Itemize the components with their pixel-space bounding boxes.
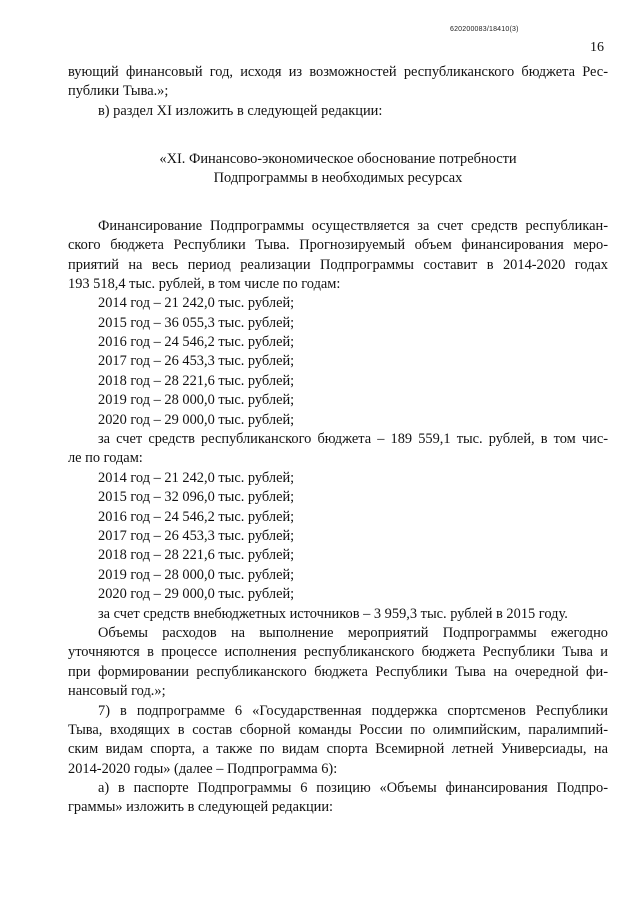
text-line: за счет средств республиканского бюджета – 189 559,1 тыс. рублей, в том чис-: [98, 431, 608, 448]
text-line: за счет средств внебюджетных источников – 3 959,3 тыс. рублей в 2015 году.: [98, 605, 568, 622]
text-line: а) в паспорте Подпрограммы 6 позицию «Объемы финансирования Подпро-: [98, 780, 608, 797]
text-line: ским видам спорта, а также по видам спорта Всемирной летней Универсиады, на: [68, 741, 608, 758]
text-line: ле по годам:: [68, 450, 143, 467]
text-line: ского бюджета Республики Тыва. Прогнозируемый объем финансирования меро-: [68, 237, 608, 254]
text-line: 193 518,4 тыс. рублей, в том числе по годам:: [68, 275, 341, 292]
document-code: 620200083/18410(3): [450, 26, 519, 33]
text-line: 2014-2020 годы» (далее – Подпрограмма 6):: [68, 760, 338, 777]
year-line: 2020 год – 29 000,0 тыс. рублей;: [98, 411, 295, 428]
text-line: Тыва, входящих в состав сборной команды России по олимпийским, паралимпий-: [68, 721, 608, 738]
year-line: 2019 год – 28 000,0 тыс. рублей;: [98, 392, 295, 409]
year-line: 2014 год – 21 242,0 тыс. рублей;: [98, 469, 295, 486]
year-line: 2018 год – 28 221,6 тыс. рублей;: [98, 547, 295, 564]
text-line: вующий финансовый год, исходя из возможностей республиканского бюджета Рес-: [68, 64, 608, 80]
text-line: нансовый год.»;: [68, 683, 166, 700]
text-line: Объемы расходов на выполнение мероприятий Подпрограммы ежегодно: [98, 624, 608, 641]
text-line: публики Тыва.»;: [68, 83, 169, 100]
year-line: 2017 год – 26 453,3 тыс. рублей;: [98, 353, 295, 370]
year-line: 2020 год – 29 000,0 тыс. рублей;: [98, 586, 295, 603]
year-line: 2018 год – 28 221,6 тыс. рублей;: [98, 372, 295, 389]
text-line: Финансирование Подпрограммы осуществляется за счет средств республикан-: [98, 217, 608, 234]
section-heading: Подпрограммы в необходимых ресурсах: [213, 169, 463, 186]
text-line: в) раздел XI изложить в следующей редакции:: [98, 102, 383, 119]
year-line: 2015 год – 32 096,0 тыс. рублей;: [98, 489, 295, 506]
text-line: приятий на весь период реализации Подпрограммы составит в 2014-2020 годах: [68, 256, 608, 273]
year-line: 2019 год – 28 000,0 тыс. рублей;: [98, 566, 295, 583]
page-number: 16: [590, 40, 604, 55]
text-line: при формировании республиканского бюджета Республики Тыва на очередной фи-: [68, 663, 608, 680]
year-line: 2015 год – 36 055,3 тыс. рублей;: [98, 314, 295, 331]
text-line: граммы» изложить в следующей редакции:: [68, 799, 334, 816]
year-line: 2016 год – 24 546,2 тыс. рублей;: [98, 334, 295, 351]
year-line: 2016 год – 24 546,2 тыс. рублей;: [98, 508, 295, 525]
year-line: 2014 год – 21 242,0 тыс. рублей;: [98, 295, 295, 312]
text-line: 7) в подпрограмме 6 «Государственная поддержка спортсменов Республики: [98, 702, 608, 719]
text-line: уточняются в процессе исполнения республиканского бюджета Республики Тыва и: [68, 644, 608, 661]
year-line: 2017 год – 26 453,3 тыс. рублей;: [98, 527, 295, 544]
document-body: [68, 63, 608, 818]
section-heading: «XI. Финансово-экономическое обоснование потребности: [159, 150, 517, 167]
